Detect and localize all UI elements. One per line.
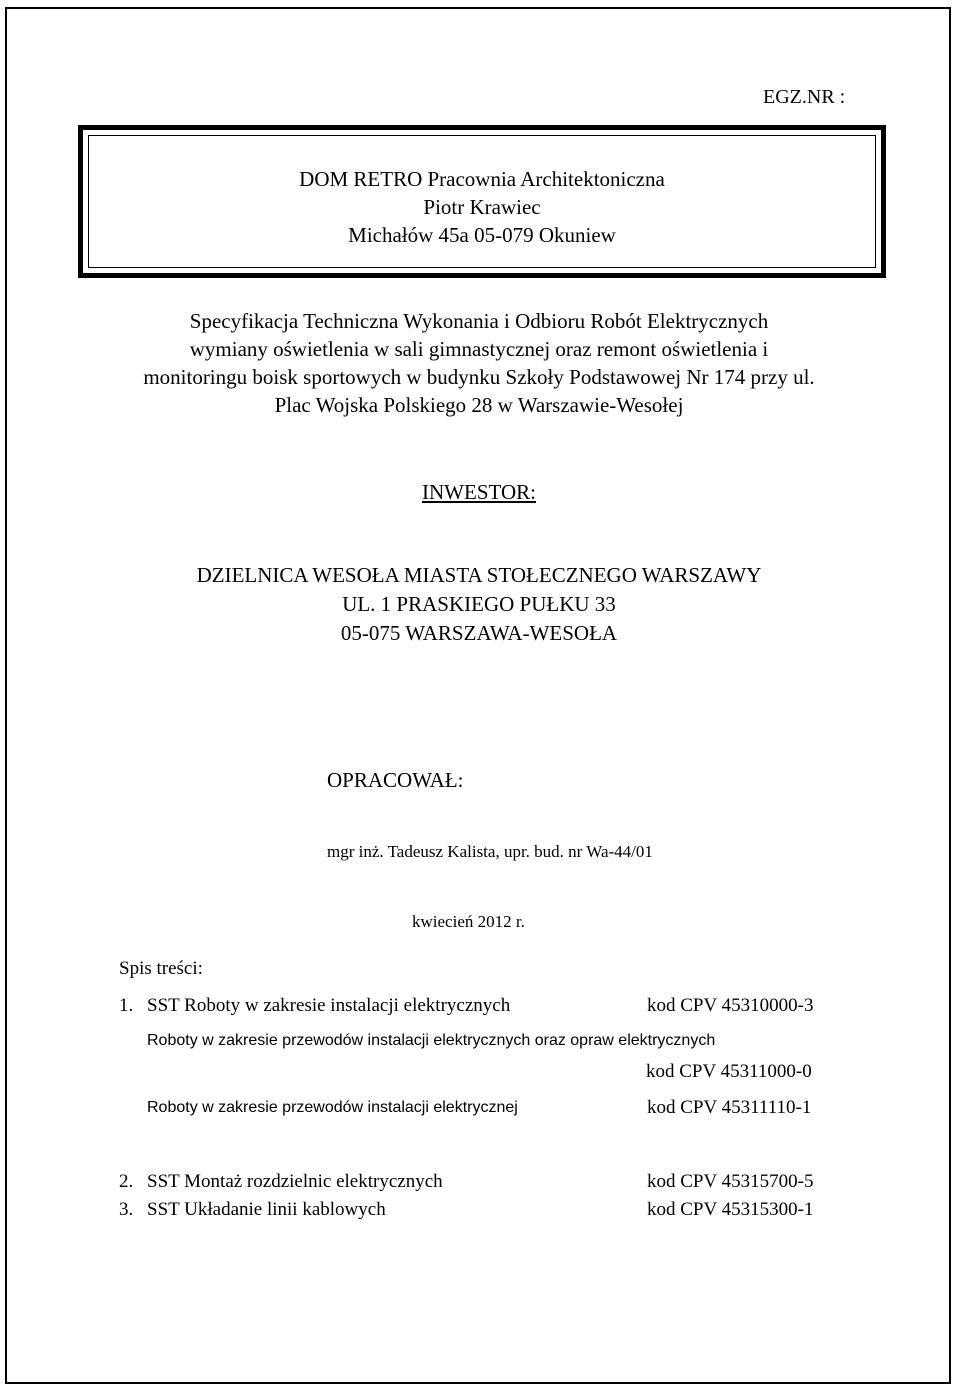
- toc-subitem-code: kod CPV 45311000-0: [646, 1061, 812, 1082]
- document-date: kwiecień 2012 r.: [412, 912, 525, 931]
- company-address: Michałów 45a 05-079 Okuniew: [348, 223, 616, 247]
- investor-line: 05-075 WARSZAWA-WESOŁA: [340, 621, 618, 645]
- toc-subitem-code-row: [646, 1061, 812, 1083]
- company-person: Piotr Krawiec: [423, 195, 541, 219]
- toc-title: Spis treści:: [119, 958, 203, 979]
- investor-label: INWESTOR:: [422, 480, 536, 504]
- specification-title: [0, 307, 958, 419]
- investor-line: UL. 1 PRASKIEGO PUŁKU 33: [342, 592, 616, 616]
- toc-item-code: kod CPV 45310000-3: [647, 995, 814, 1016]
- specification-line: Specyfikacja Techniczna Wykonania i Odbioru Robót Elektrycznych: [189, 309, 769, 333]
- company-name: DOM RETRO Pracownia Architektoniczna: [299, 167, 665, 191]
- investor-details: [0, 561, 958, 648]
- copy-number-label: EGZ.NR :: [763, 86, 846, 108]
- specification-line: wymiany oświetlenia w sali gimnastycznej oraz remont oświetlenia i: [189, 337, 769, 361]
- investor-line: DZIELNICA WESOŁA MIASTA STOŁECZNEGO WARSZAWY: [196, 563, 762, 587]
- toc-item-text: SST Montaż rozdzielnic elektrycznych: [147, 1171, 443, 1192]
- toc-subitem: [147, 1029, 847, 1051]
- toc-item-text: SST Układanie linii kablowych: [147, 1199, 386, 1220]
- toc-item-code: kod CPV 45315300-1: [647, 1199, 814, 1220]
- toc-subitem-text: Roboty w zakresie przewodów instalacji elektrycznej: [147, 1099, 518, 1116]
- specification-line: monitoringu boisk sportowych w budynku Szkoły Podstawowej Nr 174 przy ul.: [143, 365, 815, 389]
- toc-subitem-text: Roboty w zakresie przewodów instalacji elektrycznych oraz opraw elektrycznych: [147, 1032, 716, 1049]
- specification-line: Plac Wojska Polskiego 28 w Warszawie-Wesołej: [274, 393, 684, 417]
- company-header-box: [78, 125, 886, 278]
- company-header-inner: [88, 135, 876, 268]
- toc-item-code: kod CPV 45315700-5: [647, 1171, 814, 1192]
- author-name: mgr inż. Tadeusz Kalista, upr. bud. nr Wa-44/01: [327, 842, 653, 861]
- toc-subitem-code: kod CPV 45311110-1: [647, 1097, 812, 1118]
- toc-item-number: 3.: [119, 1199, 134, 1220]
- prepared-by-label: OPRACOWAŁ:: [327, 768, 464, 792]
- toc-item-number: 2.: [119, 1171, 134, 1192]
- toc-item-text: SST Roboty w zakresie instalacji elektrycznych: [147, 995, 511, 1016]
- toc-item-number: 1.: [119, 995, 134, 1016]
